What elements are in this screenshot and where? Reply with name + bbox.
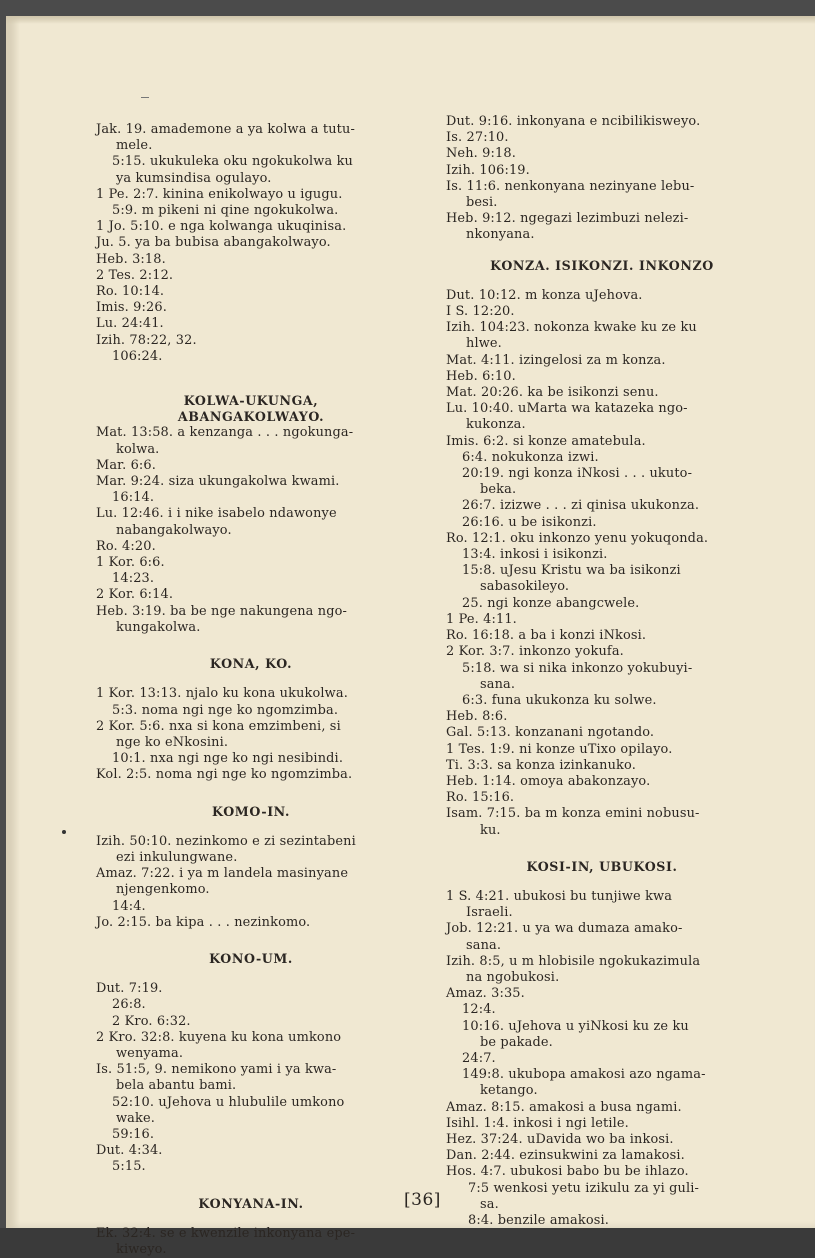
section-heading: KOSI-IN, UBUKOSI. bbox=[526, 858, 678, 874]
concordance-entry-line: Amaz. 8:15. amakosi a busa ngami. bbox=[446, 1099, 682, 1115]
concordance-entry-line: 26:16. u be isikonzi. bbox=[462, 514, 597, 530]
concordance-entry-line: Dut. 9:16. inkonyana e ncibilikisweyo. bbox=[446, 114, 701, 129]
concordance-entry-line: Lu. 12:46. i i nike isabelo ndawonye bbox=[96, 506, 337, 522]
concordance-entry-line: 2 Kro. 6:32. bbox=[112, 1013, 191, 1029]
section-heading: KONYANA-IN. bbox=[198, 1195, 304, 1211]
section-heading: ABANGAKOLWAYO. bbox=[177, 409, 325, 425]
concordance-entry-line: Jo. 2:15. ba kipa . . . nezinkomo. bbox=[96, 914, 311, 930]
concordance-entry-line: 1 Pe. 2:7. kinina enikolwayo u igugu. bbox=[96, 186, 343, 202]
concordance-entry-line: Izih. 106:19. bbox=[446, 162, 530, 178]
concordance-entry-line: nkonyana. bbox=[466, 227, 535, 243]
concordance-entry-line: Jak. 19. amademone a ya kolwa a tutu- bbox=[96, 122, 355, 137]
concordance-entry-line: Mar. 9:24. siza ukungakolwa kwami. bbox=[96, 474, 340, 490]
concordance-entry-line: Dut. 4:34. bbox=[96, 1143, 163, 1159]
concordance-entry-line: 15:8. uJesu Kristu wa ba isikonzi bbox=[462, 563, 681, 579]
concordance-entry-line: sana. bbox=[466, 937, 502, 953]
spacer bbox=[446, 274, 758, 288]
concordance-entry-line: be pakade. bbox=[480, 1034, 553, 1050]
concordance-entry-line: 5:15. ukukuleka oku ngokukolwa ku bbox=[112, 154, 353, 170]
concordance-entry-line: kukonza. bbox=[466, 417, 526, 433]
concordance-entry-line: 10:16. uJehova u yiNkosi ku ze ku bbox=[462, 1018, 689, 1034]
concordance-entry-line: 149:8. ukubopa amakosi azo ngama- bbox=[462, 1067, 706, 1083]
concordance-entry-line: Mat. 4:11. izingelosi za m konza. bbox=[446, 352, 666, 368]
concordance-entry-line: Heb. 6:10. bbox=[446, 368, 516, 384]
spacer bbox=[96, 636, 406, 656]
concordance-entry-line: Ro. 10:14. bbox=[96, 284, 165, 300]
concordance-entry-line: 2 Kor. 6:14. bbox=[96, 587, 174, 603]
stray-mark bbox=[141, 97, 149, 98]
concordance-entry-line: Izih. 50:10. nezinkomo e zi sezintabeni bbox=[96, 833, 356, 849]
concordance-entry-line: besi. bbox=[466, 195, 498, 211]
concordance-entry-line: Izih. 8:5, u m hlobisile ngokukazimula bbox=[446, 953, 701, 969]
concordance-entry-line: 1 Kor. 6:6. bbox=[96, 555, 165, 571]
concordance-entry-line: Heb. 3:19. ba be nge nakungena ngo- bbox=[96, 603, 348, 619]
section-heading: KONA, KO. bbox=[209, 656, 293, 672]
concordance-entry-line: 6:4. nokukonza izwi. bbox=[462, 449, 599, 465]
concordance-entry-line: nabangakolwayo. bbox=[116, 522, 232, 538]
concordance-entry-line: 12:4. bbox=[462, 1002, 496, 1018]
concordance-entry-line: Israeli. bbox=[466, 905, 513, 921]
concordance-entry-line: Heb. 3:18. bbox=[96, 251, 166, 267]
concordance-entry-line: ku. bbox=[480, 822, 501, 838]
concordance-entry-line: 25. ngi konze abangcwele. bbox=[462, 595, 640, 611]
concordance-entry-line: hlwe. bbox=[466, 336, 502, 352]
concordance-entry-line: 2 Kor. 3:7. inkonzo yokufa. bbox=[446, 644, 624, 660]
concordance-entry-line: 5:3. noma ngi nge ko ngomzimba. bbox=[112, 702, 339, 718]
concordance-entry-line: Dan. 2:44. ezinsukwini za lamakosi. bbox=[446, 1148, 685, 1164]
section-heading: KOMO-IN. bbox=[212, 803, 290, 819]
concordance-entry-line: 26:7. izizwe . . . zi qinisa ukukonza. bbox=[462, 498, 700, 514]
spacer bbox=[96, 1212, 406, 1226]
concordance-entry-line: sa. bbox=[480, 1196, 499, 1212]
concordance-entry-line: I S. 12:20. bbox=[446, 304, 515, 320]
concordance-entry-line: Heb. 9:12. ngegazi lezimbuzi nelezi- bbox=[446, 211, 689, 227]
concordance-entry-line: 20:19. ngi konza iNkosi . . . ukuto- bbox=[462, 466, 693, 482]
concordance-entry-line: na ngobukosi. bbox=[466, 969, 560, 985]
spacer bbox=[96, 820, 406, 834]
section-heading: KONZA. ISIKONZI. INKONZO bbox=[490, 257, 714, 273]
concordance-entry-line: 2 Kor. 5:6. nxa si kona emzimbeni, si bbox=[96, 718, 341, 734]
concordance-entry-line: Mat. 20:26. ka be isikonzi senu. bbox=[446, 385, 659, 401]
concordance-entry-line: nge ko eNkosini. bbox=[116, 734, 229, 750]
concordance-entry-line: Imis. 9:26. bbox=[96, 300, 167, 316]
concordance-entry-line: 6:3. funa ukukonza ku solwe. bbox=[462, 692, 657, 708]
concordance-entry-line: 5:9. m pikeni ni qine ngokukolwa. bbox=[112, 203, 339, 219]
concordance-entry-line: 5:15. bbox=[112, 1159, 146, 1175]
concordance-entry-line: Ro. 15:16. bbox=[446, 790, 515, 806]
concordance-entry-line: 13:4. inkosi i isikonzi. bbox=[462, 547, 608, 563]
concordance-entry-line: Is. 11:6. nenkonyana nezinyane lebu- bbox=[446, 178, 695, 194]
concordance-entry-line: Dut. 10:12. m konza uJehova. bbox=[446, 287, 643, 303]
spacer bbox=[96, 365, 406, 393]
concordance-entry-line: 16:14. bbox=[112, 490, 155, 506]
concordance-entry-line: 1 Kor. 13:13. njalo ku kona ukukolwa. bbox=[96, 686, 348, 702]
concordance-entry-line: Lu. 10:40. uMarta wa katazeka ngo- bbox=[446, 401, 688, 417]
concordance-entry-line: ezi inkulungwane. bbox=[116, 849, 238, 865]
concordance-entry-line: Hos. 4:7. ubukosi babo bu be ihlazo. bbox=[446, 1164, 689, 1180]
concordance-entry-line: Ro. 4:20. bbox=[96, 538, 156, 554]
concordance-entry-line: ketango. bbox=[480, 1083, 538, 1099]
concordance-entry-line: Amaz. 3:35. bbox=[446, 986, 525, 1002]
concordance-entry-line: Mar. 6:6. bbox=[96, 457, 157, 473]
spacer bbox=[446, 244, 758, 258]
concordance-entry-line: Izih. 78:22, 32. bbox=[96, 332, 197, 348]
spacer bbox=[96, 1176, 406, 1196]
concordance-entry-line: 10:1. nxa ngi nge ko ngi nesibindi. bbox=[112, 751, 344, 767]
concordance-entry-line: kolwa. bbox=[116, 441, 160, 457]
concordance-entry-line: Dut. 7:19. bbox=[96, 981, 163, 997]
ink-dot bbox=[62, 830, 66, 834]
spacer bbox=[96, 931, 406, 951]
spacer bbox=[446, 839, 758, 859]
concordance-entry-line: Ro. 12:1. oku inkonzo yenu yokuqonda. bbox=[446, 530, 709, 546]
page-top-edge bbox=[6, 16, 815, 24]
concordance-entry-line: 1 Jo. 5:10. e nga kolwanga ukuqinisa. bbox=[96, 219, 347, 235]
concordance-entry-line: Heb. 1:14. omoya abakonzayo. bbox=[446, 773, 651, 789]
left-column bbox=[96, 122, 406, 1258]
spacer bbox=[446, 875, 758, 889]
concordance-entry-line: Isam. 7:15. ba m konza emini nobusu- bbox=[446, 806, 700, 822]
concordance-entry-line: sana. bbox=[480, 676, 516, 692]
concordance-entry-line: Imis. 6:2. si konze amatebula. bbox=[446, 433, 646, 449]
concordance-entry-line: njengenkomo. bbox=[116, 882, 210, 898]
concordance-entry-line: ya kumsindisa ogulayo. bbox=[116, 170, 272, 186]
concordance-entry-line: Kol. 2:5. noma ngi nge ko ngomzimba. bbox=[96, 767, 353, 783]
concordance-entry-line: 14:4. bbox=[112, 898, 146, 914]
section-heading: KONO-UM. bbox=[209, 950, 293, 966]
concordance-entry-line: beka. bbox=[480, 482, 517, 498]
concordance-entry-line: 2 Tes. 2:12. bbox=[96, 267, 174, 283]
concordance-entry-line: Ek. 32:4. se e kwenzile inkonyana epe- bbox=[96, 1225, 356, 1241]
page-spine-shadow bbox=[6, 16, 20, 1228]
concordance-entry-line: Is. 51:5, 9. nemikono yami i ya kwa- bbox=[96, 1062, 337, 1078]
concordance-entry-line: Ju. 5. ya ba bubisa abangakolwayo. bbox=[96, 235, 331, 251]
concordance-entry-line: 106:24. bbox=[112, 348, 163, 364]
concordance-entry-line: wake. bbox=[116, 1110, 156, 1126]
concordance-entry-line: 5:18. wa si nika inkonzo yokubuyi- bbox=[462, 660, 693, 676]
concordance-entry-line: kungakolwa. bbox=[116, 619, 201, 635]
concordance-entry-line: Neh. 9:18. bbox=[446, 146, 516, 162]
concordance-entry-line: Is. 27:10. bbox=[446, 130, 509, 146]
spacer bbox=[96, 672, 406, 686]
concordance-entry-line: 26:8. bbox=[112, 997, 146, 1013]
concordance-entry-line: sabasokileyo. bbox=[480, 579, 570, 595]
concordance-entry-line: 14:23. bbox=[112, 571, 155, 587]
concordance-entry-line: 1 Pe. 4:11. bbox=[446, 611, 517, 627]
concordance-entry-line: Heb. 8:6. bbox=[446, 709, 508, 725]
concordance-entry-line: kiweyo. bbox=[116, 1241, 167, 1257]
concordance-entry-line: Isihl. 1:4. inkosi i ngi letile. bbox=[446, 1115, 629, 1131]
concordance-entry-line: Hez. 37:24. uDavida wo ba inkosi. bbox=[446, 1131, 674, 1147]
concordance-entry-line: 24:7. bbox=[462, 1050, 496, 1066]
concordance-entry-line: Amaz. 7:22. i ya m landela masinyane bbox=[96, 866, 349, 882]
concordance-entry-line: Izih. 104:23. nokonza kwake ku ze ku bbox=[446, 320, 697, 336]
concordance-entry-line: Ro. 16:18. a ba i konzi iNkosi. bbox=[446, 628, 647, 644]
concordance-entry-line: 7:5 wenkosi yetu izikulu za yi guli- bbox=[468, 1180, 700, 1196]
spacer bbox=[96, 784, 406, 804]
concordance-entry-line: 8:4. benzile amakosi. bbox=[468, 1213, 610, 1228]
concordance-entry-line: 52:10. uJehova u hlubulile umkono bbox=[112, 1094, 345, 1110]
concordance-entry-line: Mat. 13:58. a kenzanga . . . ngokunga- bbox=[96, 425, 354, 441]
concordance-entry-line: 1 Tes. 1:9. ni konze uTixo opilayo. bbox=[446, 741, 673, 757]
concordance-entry-line: Gal. 5:13. konzanani ngotando. bbox=[446, 725, 655, 741]
concordance-entry-line: 59:16. bbox=[112, 1126, 155, 1142]
page-number: [36] bbox=[404, 1190, 441, 1210]
concordance-entry-line: wenyama. bbox=[116, 1045, 184, 1061]
concordance-entry-line: bela abantu bami. bbox=[116, 1078, 237, 1094]
concordance-entry-line: Job. 12:21. u ya wa dumaza amako- bbox=[446, 921, 683, 937]
concordance-entry-line: 1 S. 4:21. ubukosi bu tunjiwe kwa bbox=[446, 888, 673, 904]
concordance-entry-line: Ti. 3:3. sa konza izinkanuko. bbox=[446, 757, 636, 773]
concordance-entry-line: 2 Kro. 32:8. kuyena ku kona umkono bbox=[96, 1029, 342, 1045]
concordance-entry-line: mele. bbox=[116, 138, 153, 154]
spacer bbox=[96, 967, 406, 981]
right-column bbox=[446, 114, 758, 1229]
section-heading: KOLWA-UKUNGA, bbox=[183, 393, 319, 409]
concordance-entry-line: Lu. 24:41. bbox=[96, 316, 164, 332]
